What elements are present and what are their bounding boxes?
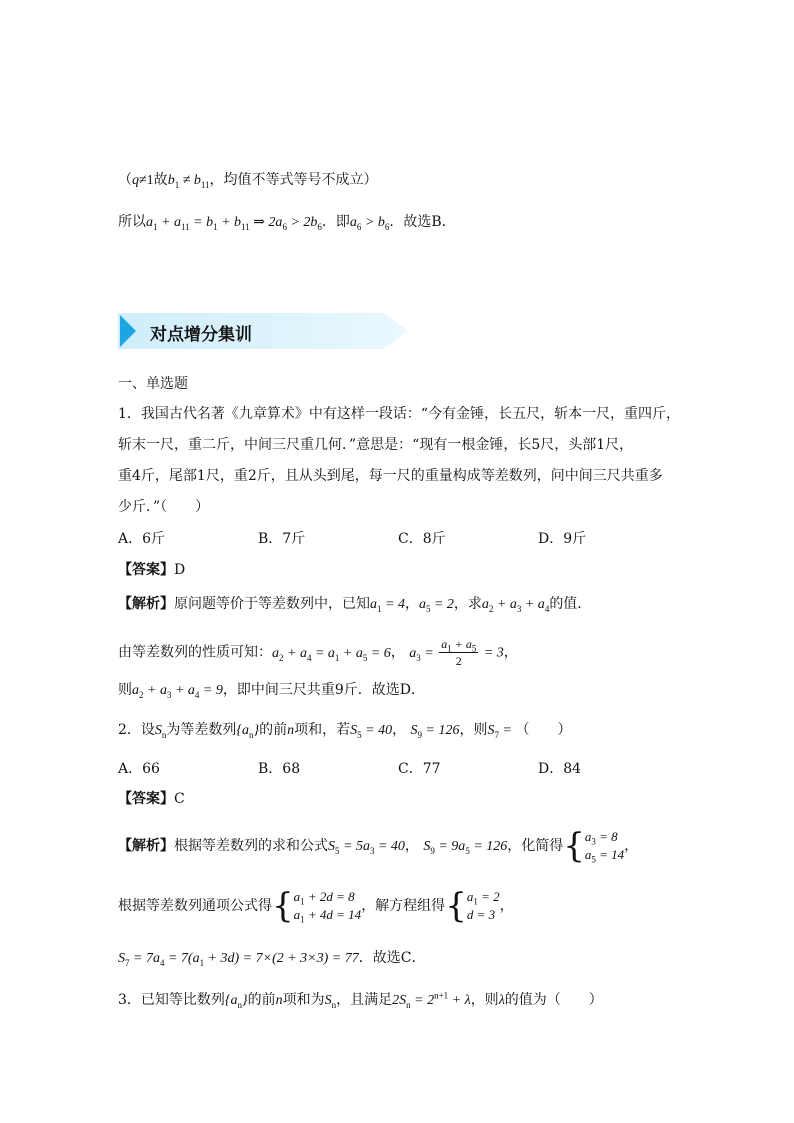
math-conclusion: $a_1 + a_{11} = b_1 + b_{11}$ ⇒ $2a_6 > 2b_6$ [146, 215, 322, 232]
q1-analysis-line-1: 【解析】原问题等价于等差数列中，已知$a_1 = 4$，$a_5 = 2$，求$a_2 + a_3 + a_4$的值． [118, 596, 592, 614]
q1-option-a[interactable]: A．6斤 [118, 531, 166, 547]
system-solution: {$a_1 = 2$ d = 3 [445, 885, 500, 926]
note-line: （q≠1故$b_1 \ne b_{11}$，均值不等式等号不成立） [118, 172, 378, 190]
conclusion-line: 所以$a_1 + a_{11} = b_1 + b_{11}$ ⇒ $2a_6 > 2b_6$．即$a_6 > b_6$．故选B． [118, 214, 456, 232]
q2-option-a[interactable]: A．66 [118, 761, 160, 777]
q1-analysis-line-2: 由等差数列的性质可知：$a_2 + a_4 = a_1 + a_5 = 6$， $a_3$ = $\frac{a_1 + a_5}{2}$ = 3， [118, 637, 518, 668]
note-neq: ≠1故 [139, 173, 168, 188]
var-q: q [132, 173, 139, 188]
fraction: $\frac{a_1 + a_5}{2}$ [441, 637, 477, 668]
q2-option-c[interactable]: C．77 [398, 761, 441, 777]
q2-analysis-line-2: 根据等差数列通项公式得{$a_1 + 2d = 8$ $a_1 + 4d = 14$，解方程组得{$a_1 = 2$ d = 3， [118, 885, 514, 926]
q2-answer: 【答案】C [118, 791, 185, 807]
q1-line-2: 斩末一尺，重二斤，中间三尺重几何．”意思是：“现有一根金锤，长5尺，头部1尺， [118, 437, 634, 453]
math-a6-gt-b6: $a_6 > b_6$ [349, 215, 390, 232]
q1-analysis-line-3: 则$a_2 + a_3 + a_4 = 9$，即中间三尺共重9斤．故选D． [118, 682, 425, 700]
system-a3-a5: {$a_3 = 8$ $a_5 = 14$ [563, 825, 625, 866]
system-general-term: {$a_1 + 2d = 8$ $a_1 + 4d = 14$ [272, 885, 362, 926]
q2-analysis-line-1: 【解析】根据等差数列的求和公式$S_5 = 5a_3 = 40$， $S_9 = 9a_5 = 126$，化简得{$a_3 = 8$ $a_5 = 14$， [118, 825, 639, 866]
section-banner [118, 313, 408, 349]
q1-option-b[interactable]: B．7斤 [258, 531, 306, 547]
banner-title: 对点增分集训 [150, 325, 252, 345]
math-b1-neq-b11: $b_1 \ne b_{11}$ [167, 173, 210, 190]
q1-answer: 【答案】D [118, 562, 186, 578]
note-tail: ，均值不等式等号不成立） [209, 172, 378, 188]
q1-line-3: 重4斤，尾部1尺，重2斤，且从头到尾，每一尺的重量构成等差数列，问中间三尺共重多 [118, 468, 663, 484]
q2-option-d[interactable]: D．84 [538, 761, 582, 777]
q2-analysis-line-3: $S_7 = 7a_4 = 7(a_1 + 3d) = 7\times(2 + 3\times 3) = 77$．故选C． [118, 950, 426, 968]
q1-option-d[interactable]: D．9斤 [538, 531, 587, 547]
section-label: 一、单选题 [118, 376, 188, 392]
q1-line-1: 1．我国古代名著《九章算术》中有这样一段话：“今有金锤，长五尺，斩本一尺，重四斤， [118, 406, 681, 422]
q3-stem: 3．已知等比数列$\{a_n\}$的前n项和为$S_n$，且满足$2S_n = 2^{n+1} + \lambda$，则λ的值为（ ） [118, 990, 603, 1010]
q1-option-c[interactable]: C．8斤 [398, 531, 446, 547]
q2-option-b[interactable]: B．68 [258, 761, 301, 777]
q2-stem: 2．设$S_n$为等差数列$\{a_n\}$的前n项和，若$S_5 = 40$， $S_9 = 126$，则$S_7$ = （ ） [118, 722, 572, 740]
q1-line-4: 少斤．”（ ） [118, 499, 210, 515]
